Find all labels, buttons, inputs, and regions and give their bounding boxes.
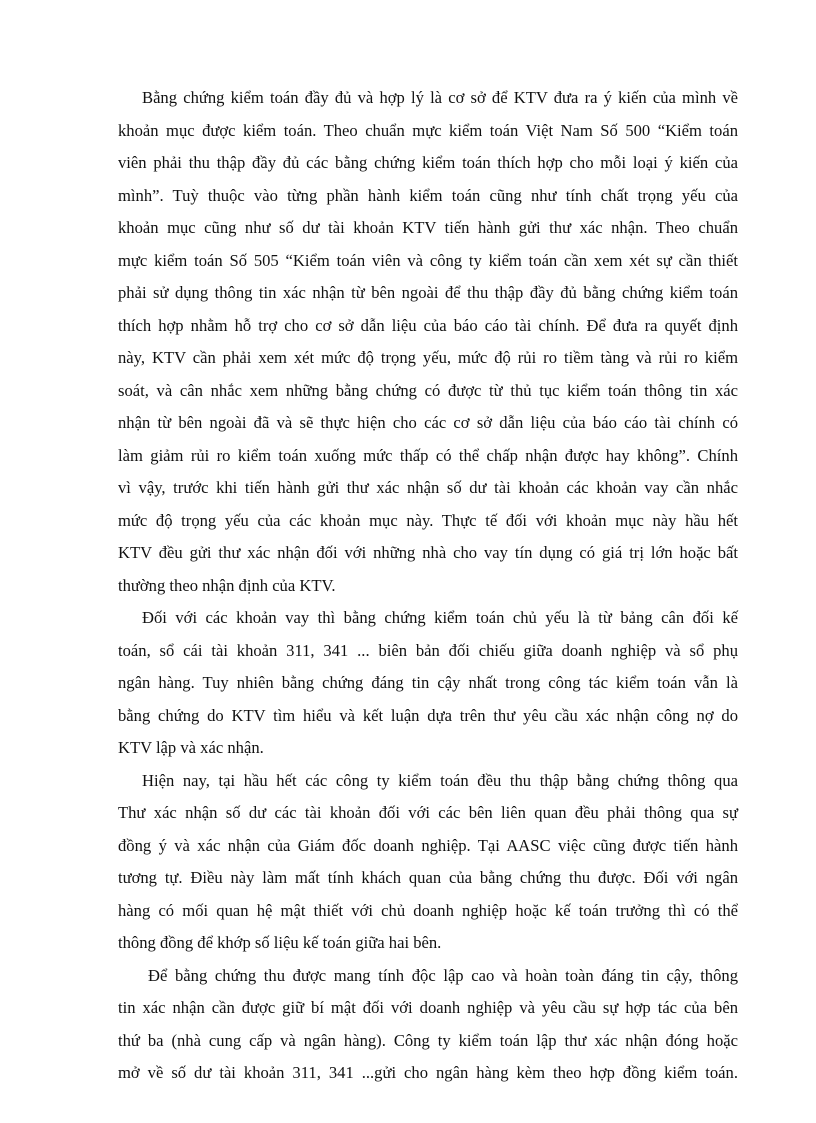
text-line: mở về số dư tài khoản 311, 341 ...gửi cho ngân hàng kèm theo hợp đồng kiểm toán.	[118, 1063, 738, 1082]
text-line: mình”. Tuỳ thuộc vào từng phần hành kiểm toán cũng như tính chất trọng yếu của	[118, 185, 738, 205]
text-line: Để bằng chứng thu được mang tính độc lập cao và hoàn toàn đáng tin cậy, thông	[148, 965, 738, 985]
text-line: làm giảm rủi ro kiểm toán xuống mức thấp có thể chấp nhận được hay không”. Chính	[118, 445, 738, 465]
text-line: khoản mục cũng như số dư tài khoản KTV tiến hành gửi thư xác nhận. Theo chuẩn	[118, 218, 738, 237]
text-line: tương tự. Điều này làm mất tính khách quan của bằng chứng thu được. Đối với ngân	[118, 868, 738, 887]
text-line: khoản mục được kiểm toán. Theo chuẩn mực kiểm toán Việt Nam Số 500 “Kiểm toán	[118, 120, 738, 140]
text-line: KTV lập và xác nhận.	[118, 738, 264, 757]
text-line: Thư xác nhận số dư các tài khoản đối với các bên liên quan đều phải thông qua sự	[118, 803, 738, 822]
paragraph-audit-evidence	[118, 82, 738, 602]
text-line: Đối với các khoản vay thì bằng chứng kiểm toán chủ yếu là từ bảng cân đối kế	[142, 608, 738, 627]
text-line: tin xác nhận cần được giữ bí mật đối với doanh nghiệp và yêu cầu sự hợp tác của bên	[118, 998, 738, 1017]
text-line: toán, sổ cái tài khoản 311, 341 ... biên bản đối chiếu giữa doanh nghiệp và sổ phụ	[118, 640, 738, 660]
text-line: này, KTV cần phải xem xét mức độ trọng yếu, mức độ rủi ro tiềm tàng và rủi ro kiểm	[118, 348, 738, 367]
paragraph-loans-evidence	[118, 602, 738, 765]
document-page	[118, 82, 738, 1090]
text-line: thường theo nhận định của KTV.	[118, 575, 336, 595]
text-line: viên phải thu thập đầy đủ các bằng chứng kiểm toán thích hợp cho mỗi loại ý kiến của	[118, 153, 738, 172]
paragraph-current-practice	[118, 765, 738, 960]
text-line: vì vậy, trước khi tiến hành gửi thư xác nhận số dư tài khoản các khoản vay cần nhắc	[118, 478, 738, 497]
text-line: nhận từ bên ngoài đã và sẽ thực hiện cho các cơ sở dẫn liệu của báo cáo tài chính có	[118, 413, 738, 432]
paragraph-independence	[118, 960, 738, 1090]
text-line: đồng ý và xác nhận của Giám đốc doanh nghiệp. Tại AASC việc cũng được tiến hành	[118, 835, 738, 855]
text-line: KTV đều gửi thư xác nhận đối với những nhà cho vay tín dụng có giá trị lớn hoặc bất	[118, 543, 738, 562]
text-line: thông đồng để khớp số liệu kế toán giữa hai bên.	[118, 933, 442, 952]
text-line: mực kiểm toán Số 505 “Kiểm toán viên và công ty kiểm toán cần xem xét sự cần thiết	[118, 250, 738, 270]
text-line: bằng chứng do KTV tìm hiểu và kết luận dựa trên thư yêu cầu xác nhận công nợ do	[118, 705, 738, 725]
text-line: mức độ trọng yếu của các khoản mục này. Thực tế đối với khoản mục này hầu hết	[118, 510, 738, 530]
text-line: phải sử dụng thông tin xác nhận từ bên ngoài để thu thập đầy đủ bằng chứng kiểm toán	[118, 283, 738, 302]
text-line: thứ ba (nhà cung cấp và ngân hàng). Công ty kiểm toán lập thư xác nhận đóng hoặc	[118, 1030, 738, 1050]
text-line: Hiện nay, tại hầu hết các công ty kiểm toán đều thu thập bằng chứng thông qua	[142, 770, 738, 790]
text-line: thích hợp nhằm hỗ trợ cho cơ sở dẫn liệu của báo cáo tài chính. Để đưa ra quyết định	[118, 315, 738, 335]
text-line: soát, và cân nhắc xem những bằng chứng có được từ thủ tục kiểm toán thông tin xác	[118, 380, 738, 400]
text-line: hàng có mối quan hệ mật thiết với chủ doanh nghiệp hoặc kế toán trưởng thì có thể	[118, 900, 738, 920]
text-line: ngân hàng. Tuy nhiên bằng chứng đáng tin cậy nhất trong công tác kiểm toán vẫn là	[118, 673, 738, 692]
text-line: Bằng chứng kiểm toán đầy đủ và hợp lý là cơ sở để KTV đưa ra ý kiến của mình về	[142, 88, 738, 107]
